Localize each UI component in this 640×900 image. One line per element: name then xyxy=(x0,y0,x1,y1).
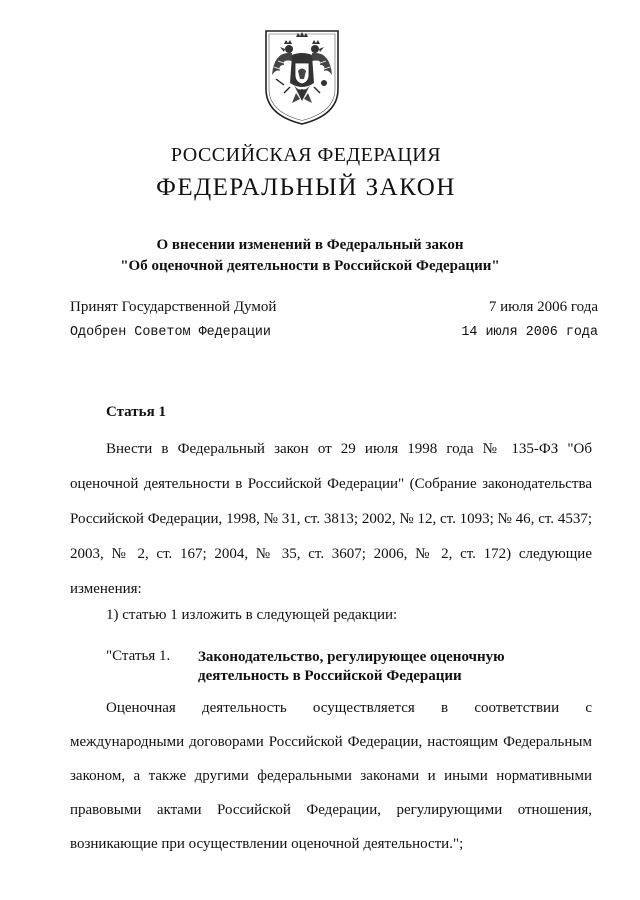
adoption-body-duma: Принят Государственной Думой xyxy=(70,299,277,315)
quoted-article-title: Законодательство, регулирующее оценочную деятельность в Российской Федерации xyxy=(198,649,505,684)
adoption-row-duma xyxy=(70,299,598,321)
article-1-intro-paragraph: Внести в Федеральный закон от 29 июля 1998 года № 135-ФЗ "Об оценочной деятельности в Российской Федерации" (Собрание законодательства Российской Федерации, 1998, № 31, ст. 3813; 2002, № 12, ст. 1093; № 46, ст. 4537; 2003, № 2, ст. 167; 2004, № 35, ст. 3607; 2006, № 2, ст. 172) следующие изменения: xyxy=(70,441,592,597)
adoption-date-council: 14 июля 2006 года xyxy=(461,325,598,340)
country-name: РОССИЙСКАЯ ФЕДЕРАЦИЯ xyxy=(170,144,442,166)
article-1-heading: Статья 1 xyxy=(106,404,166,420)
article-1-item-1: 1) статью 1 изложить в следующей редакции: xyxy=(106,607,398,623)
law-type-heading: ФЕДЕРАЛЬНЫЙ ЗАКОН xyxy=(156,174,456,201)
russian-coat-of-arms-icon xyxy=(262,27,342,127)
law-title xyxy=(0,235,620,277)
adoption-body-council: Одобрен Советом Федерации xyxy=(70,325,271,340)
adoption-row-council xyxy=(70,325,598,347)
adoption-date-duma: 7 июля 2006 года xyxy=(488,299,598,315)
law-title-line-2: "Об оценочной деятельности в Российской Федерации" xyxy=(120,258,500,274)
quoted-article-number: "Статья 1. xyxy=(106,648,171,664)
law-title-line-1: О внесении изменений в Федеральный закон xyxy=(156,237,464,253)
quoted-article-text: Оценочная деятельность осуществляется в соответствии с международными договорами Российской Федерации, настоящим Федеральным законом, а также другими федеральными законами и иными нормативными правовыми актами Российской Федерации, регулирующими отношения, возникающие при осуществлении оценочной деятельности."; xyxy=(70,700,592,852)
